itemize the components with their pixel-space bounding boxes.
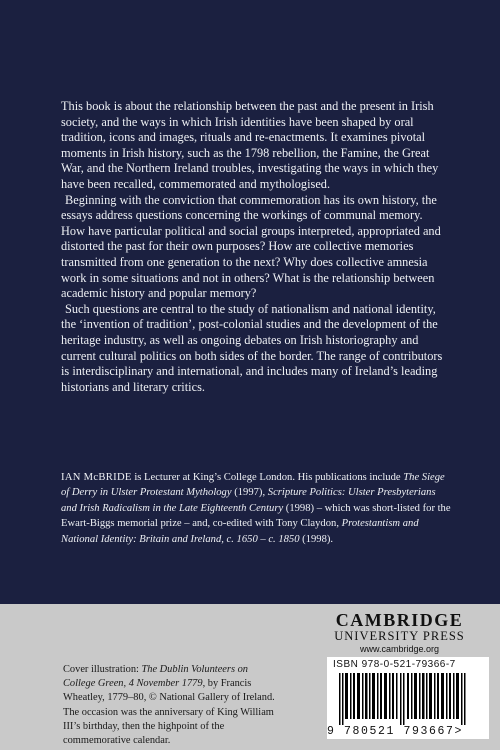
barcode-arrow: > [454,725,464,738]
author-name: IAN McBRIDE [61,472,132,483]
isbn-barcode-box [327,657,489,739]
painting-title: The Dublin Volunteers on College Green, 4 November 1779 [63,664,248,690]
credit-text-2: , by Francis Wheatley, 1779–80, © National Gallery of Ireland. The occasion was the anniversary of King William III’s birthday, then the highpoint of the commemorative calendar. [63,678,275,747]
description-paragraph-2: Beginning with the conviction that commemoration has its own history, the essays address questions concerning the workings of communal memory. How have particular political and social groups interpreted, appropriated and distorted the past for their own purposes? How are collective memories transmitted from one generation to the next? Why does collective amnesia work in some situations and not in others? What is the relationship between academic history and popular memory? [61,192,441,301]
bio-text-2: (1997), [231,487,268,499]
book-title-3: Protestantism and National Identity: Britain and Ireland, c. 1650 – c. 1850 [61,518,419,545]
isbn-label: ISBN 978-0-521-79366-7 [333,659,456,670]
description-paragraph-1: This book is about the relationship between the past and the present in Irish society, and the ways in which Irish identities have been shaped by oral tradition, icons and images, rituals and re-enactments. It examines pivotal moments in Irish history, such as the 1798 rebellion, the Famine, the Great War, and the Northern Ireland troubles, investigating the ways in which they have been recalled, commemorated and mythologised. [61,99,439,191]
publisher-logo [307,611,492,655]
book-title-2: Scripture Politics: Ulster Presbyterians and Irish Radicalism in the Late Eighteenth Century [61,487,436,514]
barcode-digits: 9 780521 793667 [327,725,455,738]
cover-illustration-credit [63,663,278,748]
bio-text-4: (1998). [299,533,334,545]
publisher-subname: UNIVERSITY PRESS [334,629,465,643]
description-paragraph-3: Such questions are central to the study of nationalism and national identity, the ‘invention of tradition’, post-colonial studies and the development of the heritage industry, as well as ongoing debates on Irish historiography and current cultural politics on both sides of the border. The range of contributors is interdisciplinary and international, and includes many of Ireland’s leading historians and literary critics. [61,301,443,394]
credit-text-1: Cover illustration: [63,664,142,675]
bio-text-3: (1998) – which was short-listed for the Ewart-Biggs memorial prize – and, co-edited with Tony Claydon, [61,502,451,530]
publisher-website: www.cambridge.org [359,644,440,654]
barcode-icon [331,673,485,725]
barcode-number-row [327,725,489,738]
book-description [61,99,449,395]
bio-text-1: is Lecturer at King’s College London. His publications include [131,472,404,483]
book-title-1: The Siege of Derry in Ulster Protestant Mythology [61,472,445,499]
author-bio [61,470,453,547]
publisher-name: CAMBRIDGE [335,610,464,630]
